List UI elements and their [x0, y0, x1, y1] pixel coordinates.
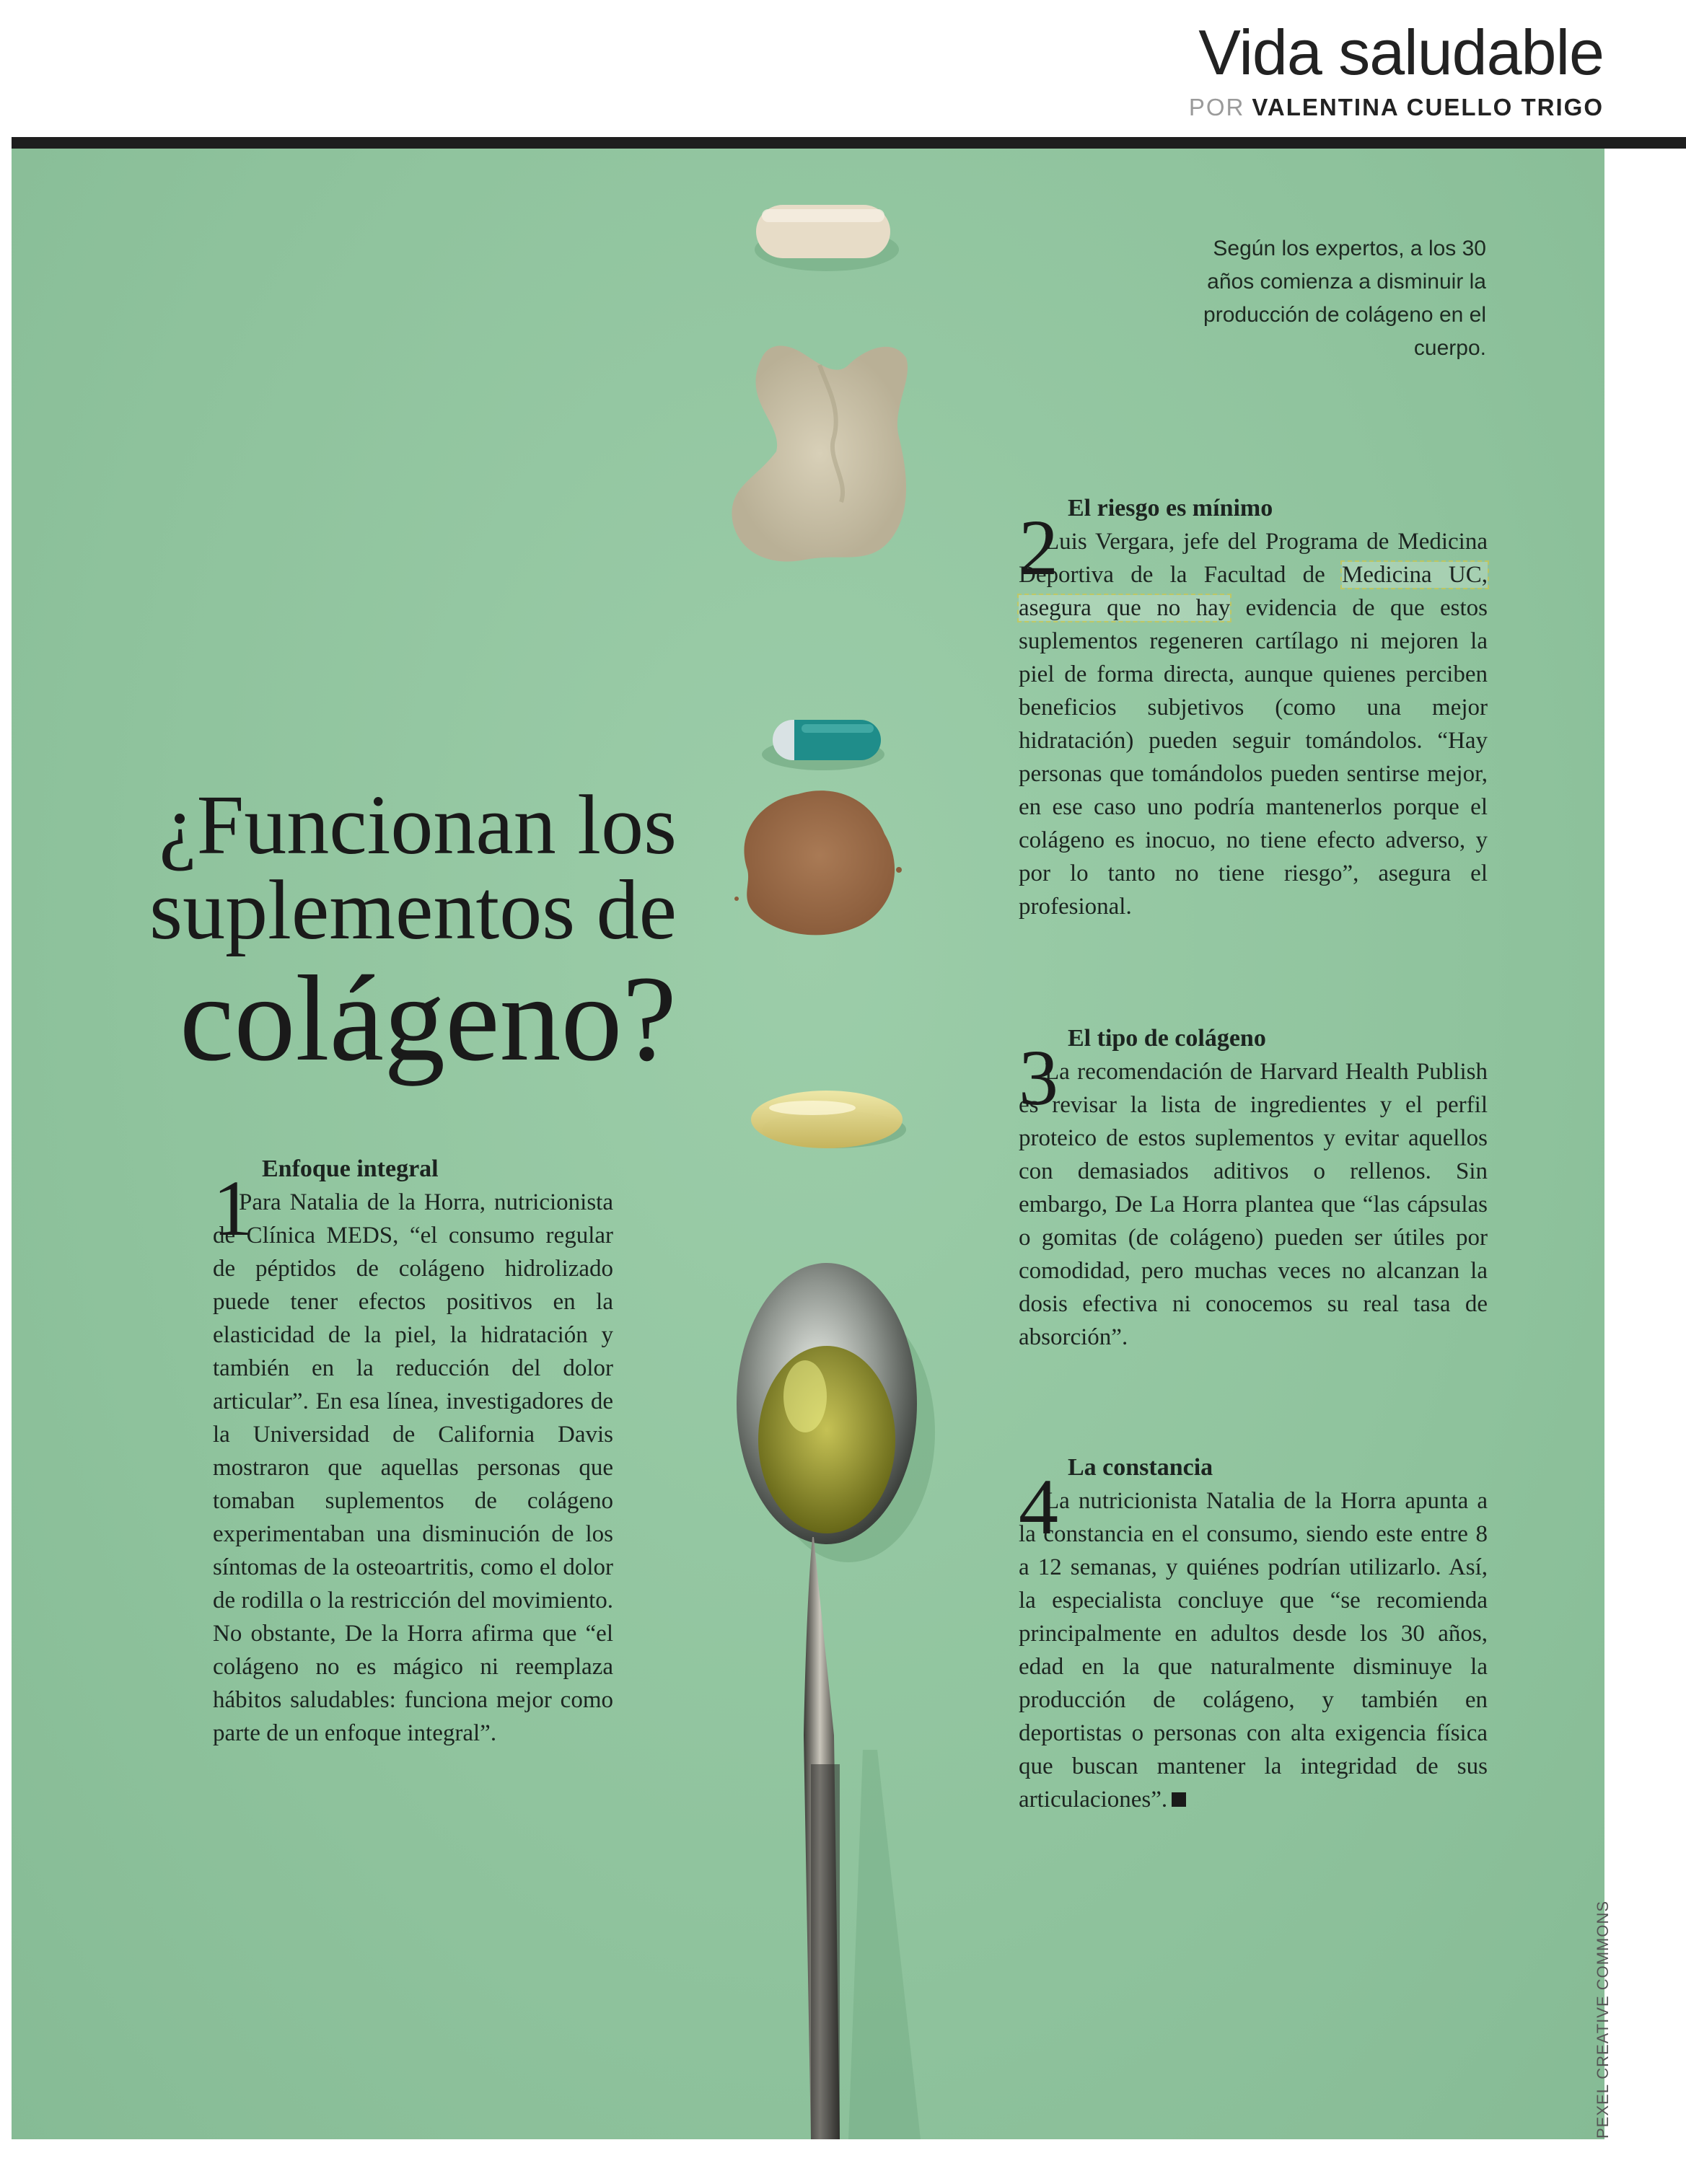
tip-number: 3: [1019, 1034, 1058, 1122]
byline-prefix: POR: [1188, 94, 1245, 120]
tip-2: [1019, 492, 1488, 923]
headline-line-1: ¿Funcionan los: [159, 778, 677, 872]
page-header: [0, 0, 1686, 144]
end-mark: [1172, 1792, 1186, 1807]
headline-line-3: colágeno?: [179, 951, 677, 1086]
tip-body-part: Luis Vergara, jefe del Programa de Medicina Deportiva de la Facultad de: [1019, 529, 1488, 588]
tip-body-text: La nutricionista Natalia de la Horra apunta a la constancia en el consumo, siendo este entre 8 a 12 semanas, y quiénes podrían utilizarlo. Así, la especialista concluye que “se recomienda principalmente en adultos desde los 30 años, edad en la que naturalmente disminuye la producción de colágeno, y también en deportistas o personas con alta exigencia física que buscan mantener la integridad de sus articulaciones”.: [1019, 1488, 1488, 1813]
tip-number: 2: [1019, 503, 1058, 591]
tip-title: La constancia: [1068, 1454, 1213, 1481]
tip-title: El tipo de colágeno: [1068, 1025, 1266, 1052]
tip-number: 4: [1019, 1463, 1058, 1551]
tip-1: [213, 1153, 613, 1750]
highlighted-text: Medicina UC, asegura que no hay: [1019, 562, 1488, 621]
brown-powder-pile: [734, 791, 902, 935]
intro-caption: Según los expertos, a los 30 años comienza a disminuir la producción de colágeno en el cuerpo.: [1203, 237, 1486, 360]
spoon: [737, 1263, 935, 2139]
tip-body-part: evidencia de que estos suplementos regeneren cartílago ni mejoren la piel de forma directa, aunque quienes perciben beneficios subjetivos (como una mejor hidratación) pueden seguir tomándolos. “Hay personas que tomándolos pueden sentirse mejor, en ese caso uno podría mantenerlos porque el colágeno es inocuo, no tiene efecto adverso, y por lo tanto no tiene riesgo”, asegura el profesional.: [1019, 595, 1488, 920]
headline-line-2: suplementos de: [149, 863, 677, 957]
section-title: Vida saludable: [1198, 17, 1604, 88]
tip-body: [1019, 525, 1488, 923]
tip-body: Para Natalia de la Horra, nutricionista de Clínica MEDS, “el consumo regular de péptidos de colágeno hidrolizado puede tener efectos positivos en la elasticidad de la piel, la hidratación y también en la reducción del dolor articular”. En esa línea, investigadores de la Universidad de California Davis mostraron que aquellas personas que tomaban suplementos de colágeno experimentaban una disminución de los síntomas de la osteoartritis, como el dolor de rodilla o la restricción del movimiento. No obstante, De la Horra afirma que “el colágeno no es mágico ni reemplaza hábitos saludables: funciona mejor como parte de un enfoque integral”.: [213, 1189, 613, 1746]
beige-capsule: [755, 205, 899, 271]
header-rule: [12, 137, 1686, 149]
tip-3: [1019, 1022, 1488, 1354]
tip-body: [1019, 1484, 1488, 1816]
tip-number: 1: [213, 1164, 253, 1252]
teal-white-capsule: [762, 720, 884, 770]
tip-title: El riesgo es mínimo: [1068, 495, 1273, 521]
photo-credit-text: PEXEL CREATIVE COMMONS: [1594, 1900, 1612, 2139]
photo-credit: [1594, 1900, 1623, 2139]
byline: [1189, 94, 1604, 121]
softgel-capsule: [751, 1091, 906, 1148]
headline: [56, 778, 677, 1086]
tip-body: La recomendación de Harvard Health Publish es revisar la lista de ingredientes y el perfil proteico de estos suplementos y evitar aquellos con demasiados aditivos o rellenos. Sin embargo, De La Horra plantea que “las cápsulas o gomitas (de colágeno) pueden ser útiles por comodidad, pero muchas veces no alcanzan la dosis efectiva ni conocemos su real tasa de absorción”.: [1019, 1059, 1488, 1350]
light-powder-pile: [732, 345, 908, 561]
byline-author: VALENTINA CUELLO TRIGO: [1252, 94, 1604, 120]
tip-4: [1019, 1451, 1488, 1816]
tip-title: Enfoque integral: [262, 1155, 439, 1182]
